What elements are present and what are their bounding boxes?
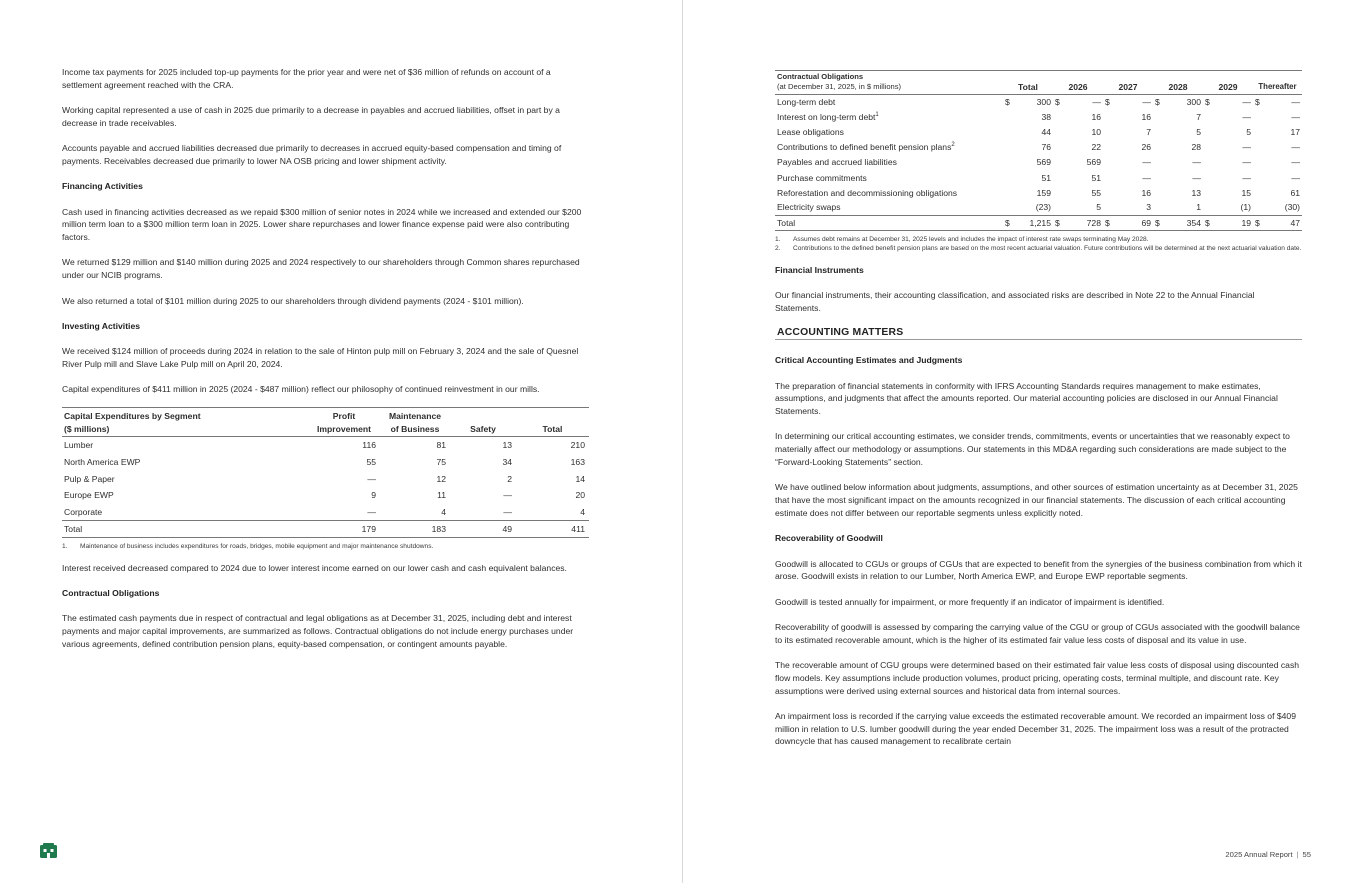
currency-symbol <box>1003 125 1015 140</box>
contract-row-label <box>775 200 1003 215</box>
contract-row-label <box>775 185 1003 200</box>
currency-symbol <box>1103 200 1115 215</box>
contract-row-label <box>775 110 1003 125</box>
capex-row-label: North America EWP <box>64 456 141 467</box>
contract-header-row <box>775 71 1302 95</box>
currency-symbol <box>1003 185 1015 200</box>
contract-cell: 159 <box>1036 187 1051 198</box>
capex-total-cell: 179 <box>308 521 380 538</box>
currency-symbol: $ <box>1203 215 1215 230</box>
capex-total-row <box>62 521 589 538</box>
contract-total-cell: 19 <box>1215 215 1253 230</box>
currency-symbol <box>1153 200 1165 215</box>
capex-row-label: Lumber <box>64 440 94 451</box>
contract-col-total: Total <box>1003 71 1053 95</box>
currency-symbol <box>1003 110 1015 125</box>
contract-cell: 51 <box>1041 172 1051 183</box>
contract-cell: — <box>1142 172 1151 183</box>
contract-footnote-1 <box>775 235 1302 244</box>
contract-total-cell: 69 <box>1115 215 1153 230</box>
table-row <box>62 453 589 470</box>
contract-cell: 5 <box>1096 202 1101 213</box>
capex-cell: 55 <box>366 456 376 467</box>
capex-footnote-text: Maintenance of business includes expenditures for roads, bridges, mobile equipment and major maintenance shutdowns. <box>80 542 434 550</box>
capex-total-cell: 411 <box>516 521 589 538</box>
contract-cell: 5 <box>1196 127 1201 138</box>
currency-symbol: $ <box>1255 97 1260 108</box>
currency-symbol <box>1053 200 1065 215</box>
contract-total-cell: 728 <box>1065 215 1103 230</box>
currency-symbol <box>1153 155 1165 170</box>
capex-cell: — <box>503 490 512 501</box>
currency-symbol <box>1053 110 1065 125</box>
contract-col-2027: 2027 <box>1103 71 1153 95</box>
contract-cell: 28 <box>1191 142 1201 153</box>
contract-cell: 300 <box>1186 97 1201 108</box>
capex-cell: 116 <box>362 440 376 451</box>
heading-financial-instruments: Financial Instruments <box>775 264 864 275</box>
contract-cell: 7 <box>1196 112 1201 123</box>
contract-cell: 76 <box>1041 142 1051 153</box>
capex-cell: 34 <box>502 456 512 467</box>
contract-total-cell: 47 <box>1265 215 1302 230</box>
paragraph-critical-1: The preparation of financial statements in conformity with IFRS Accounting Standards requires management to make estimates, assumptions, and judgments that affect the amounts reported. Our material accounting policies are disclosed in our Annual Financial Statements. <box>775 380 1278 417</box>
currency-symbol <box>1203 170 1215 185</box>
capex-cell: 11 <box>437 490 446 501</box>
currency-symbol <box>1103 170 1115 185</box>
contract-cell: 1 <box>1196 202 1201 213</box>
contract-cell: 17 <box>1290 127 1300 138</box>
capex-total-cell: 183 <box>380 521 450 538</box>
contract-body <box>775 95 1302 231</box>
capex-row-label: Europe EWP <box>64 490 114 501</box>
capex-col-profit <box>308 408 380 437</box>
paragraph-financial-instruments: Our financial instruments, their accounting classification, and associated risks are described in Note 22 to the Annual Financial Statements. <box>775 290 1255 313</box>
currency-symbol <box>1103 110 1115 125</box>
capex-cell: 163 <box>570 456 585 467</box>
currency-symbol <box>1053 170 1065 185</box>
contract-cell: — <box>1242 172 1251 183</box>
capex-col-profit-l1: Profit <box>332 411 356 422</box>
capex-row-label: Corporate <box>64 506 103 517</box>
currency-symbol <box>1253 140 1265 155</box>
currency-symbol <box>1203 185 1215 200</box>
capex-header-label <box>62 408 308 437</box>
currency-symbol <box>1253 170 1265 185</box>
capex-cell: 14 <box>575 473 585 484</box>
contract-cell: 569 <box>1036 157 1051 168</box>
capex-units: ($ millions) <box>64 423 110 434</box>
capex-col-maintenance <box>380 408 450 437</box>
contract-cell: 22 <box>1091 142 1101 153</box>
currency-symbol <box>1203 125 1215 140</box>
currency-symbol <box>1203 110 1215 125</box>
contract-row-label <box>775 95 1003 110</box>
capex-table <box>62 407 589 538</box>
currency-symbol <box>1103 155 1115 170</box>
footnote-text: Contributions to the defined benefit pension plans are based on the most recent actuarial valuation. Future contributions will be determined at the next actuarial valuation date. <box>793 244 1302 252</box>
contract-title: Contractual Obligations <box>777 72 864 81</box>
contract-cell: — <box>1242 112 1251 123</box>
contract-cell: 569 <box>1086 157 1101 168</box>
currency-symbol <box>1153 185 1165 200</box>
contract-cell: 38 <box>1041 112 1051 123</box>
footnote-text: Assumes debt remains at December 31, 2025 levels and includes the impact of interest rate swaps terminating May 2028. <box>793 235 1149 243</box>
heading-investing-activities: Investing Activities <box>62 320 141 331</box>
capex-total-cell: 49 <box>450 521 516 538</box>
currency-symbol <box>1203 155 1215 170</box>
contract-row-label <box>775 140 1003 155</box>
paragraph-interest: Interest received decreased compared to 2024 due to lower interest income earned on our lower cash and cash equivalent balances. <box>62 562 567 573</box>
currency-symbol <box>1253 110 1265 125</box>
currency-symbol: $ <box>1153 215 1165 230</box>
heading-contractual-obligations: Contractual Obligations <box>62 588 160 599</box>
contract-col-2026: 2026 <box>1053 71 1103 95</box>
contract-cell: 26 <box>1141 142 1151 153</box>
capex-cell: 81 <box>436 440 446 451</box>
contract-cell: — <box>1291 172 1300 183</box>
contract-cell: — <box>1242 157 1251 168</box>
currency-symbol <box>1153 110 1165 125</box>
capex-cell: 210 <box>570 440 585 451</box>
company-logo-icon <box>40 843 57 858</box>
contract-row-label-text: Payables and accrued liabilities <box>777 157 897 168</box>
capex-cell: 75 <box>436 456 446 467</box>
contract-cell: — <box>1291 142 1300 153</box>
contract-cell: 16 <box>1141 112 1151 123</box>
contract-cell: (1) <box>1240 202 1251 213</box>
currency-symbol <box>1053 155 1065 170</box>
table-row <box>62 487 589 504</box>
currency-symbol <box>1153 125 1165 140</box>
footnote-number: 1. <box>775 235 781 243</box>
footnote-ref: 2 <box>951 142 955 149</box>
capex-cell: 2 <box>507 473 512 484</box>
currency-symbol <box>1053 140 1065 155</box>
capex-footnote-number: 1. <box>62 542 68 550</box>
contractual-obligations-table <box>775 70 1302 231</box>
contract-row-label <box>775 170 1003 185</box>
table-row <box>62 504 589 521</box>
contract-total-label <box>775 215 1003 230</box>
paragraph-financing-2: We returned $129 million and $140 million during 2025 and 2024 respectively to our shareholders through Common shares repurchased under our NCIB programs. <box>62 257 580 281</box>
paragraph-goodwill-4: The recoverable amount of CGU groups were determined based on their estimated fair value less costs of disposal using discounted cash flow models. Key assumptions include production volumes, product pricing, operating costs, terminal multiple, and discount rate. Key assumptions were derived using external sources and historical data from internal sources. <box>775 659 1300 696</box>
table-row <box>775 95 1302 110</box>
contract-header-label <box>775 71 1003 95</box>
table-row <box>775 170 1302 185</box>
capex-cell: 13 <box>502 440 512 451</box>
left-column <box>62 66 589 663</box>
currency-symbol <box>1253 155 1265 170</box>
right-column <box>775 70 1302 761</box>
currency-symbol: $ <box>1105 97 1110 108</box>
contract-cell: 7 <box>1146 127 1151 138</box>
contract-subtitle: (at December 31, 2025, in $ millions) <box>777 82 902 91</box>
contract-cell: 3 <box>1146 202 1151 213</box>
currency-symbol: $ <box>1205 97 1210 108</box>
contract-cell: 16 <box>1141 187 1151 198</box>
currency-symbol: $ <box>1103 215 1115 230</box>
currency-symbol <box>1053 125 1065 140</box>
capex-col-profit-l2: Improvement <box>317 423 371 434</box>
contract-cell: 55 <box>1091 187 1101 198</box>
right-page <box>683 0 1365 883</box>
currency-symbol: $ <box>1253 215 1265 230</box>
currency-symbol <box>1153 170 1165 185</box>
contract-row-label <box>775 125 1003 140</box>
contract-total-cell: 1,215 <box>1015 215 1053 230</box>
capex-row-label: Pulp & Paper <box>64 473 115 484</box>
left-page <box>0 0 682 883</box>
currency-symbol <box>1053 185 1065 200</box>
capex-cell: 20 <box>575 490 585 501</box>
capex-col-total: Total <box>516 408 589 437</box>
paragraph-goodwill-5: An impairment loss is recorded if the carrying value exceeds the estimated recoverable amount. We recorded an impairment loss of $409 million in relation to U.S. lumber goodwill during the year ended December 31, 2025. The impairment loss was a result of the protracted downcycle that has caused management to recalibrate certain <box>775 710 1296 747</box>
table-row <box>775 110 1302 125</box>
currency-symbol <box>1253 125 1265 140</box>
capex-header-row <box>62 408 589 437</box>
currency-symbol <box>1103 125 1115 140</box>
contract-row-label-text: Lease obligations <box>777 127 844 138</box>
contract-cell: — <box>1142 157 1151 168</box>
paragraph-working-capital: Working capital represented a use of cash in 2025 due primarily to a decrease in payables and accrued liabilities, offset in part by a decrease in trade receivables. <box>62 105 560 128</box>
table-row <box>775 140 1302 155</box>
capex-cell: 9 <box>371 490 376 501</box>
contract-col-2029: 2029 <box>1203 71 1253 95</box>
contract-cell: 13 <box>1191 187 1201 198</box>
currency-symbol <box>1003 155 1015 170</box>
contract-cell: — <box>1291 112 1300 123</box>
paragraph-investing-1: We received $124 million of proceeds during 2024 in relation to the sale of Hinton pulp mill on February 3, 2024 and the sale of Quesnel River Pulp mill and Slave Lake Pulp mill on April 20, 2024. <box>62 346 579 369</box>
contract-cell: — <box>1192 172 1201 183</box>
contract-cell: 61 <box>1290 187 1300 198</box>
capex-total-label: Total <box>62 521 308 538</box>
contract-cell: 51 <box>1091 172 1101 183</box>
currency-symbol: $ <box>1053 215 1065 230</box>
contract-footnotes <box>775 235 1302 253</box>
currency-symbol <box>1003 170 1015 185</box>
footnote-number: 2. <box>775 244 781 252</box>
currency-symbol: $ <box>1005 97 1010 108</box>
currency-symbol <box>1203 140 1215 155</box>
contract-cell: — <box>1192 157 1201 168</box>
contract-row-label-text: Reforestation and decommissioning obligations <box>777 187 958 198</box>
capex-title: Capital Expenditures by Segment <box>64 411 201 422</box>
footnote-ref: 1 <box>875 112 879 119</box>
capex-footnote <box>62 542 589 551</box>
contract-cell: — <box>1242 97 1251 108</box>
capex-col-safety: Safety <box>450 408 516 437</box>
contract-cell: (23) <box>1035 202 1051 213</box>
paragraph-critical-2: In determining our critical accounting estimates, we consider trends, commitments, events or uncertainties that we reasonably expect to materially affect our methodology or assumptions. Our statements in this MD&A regarding such considerations are made subject to the “Forward-Looking Statements” section. <box>775 431 1290 468</box>
currency-symbol <box>1253 200 1265 215</box>
contract-col-2028: 2028 <box>1153 71 1203 95</box>
capex-cell: — <box>367 506 376 517</box>
heading-critical-estimates: Critical Accounting Estimates and Judgments <box>775 355 963 366</box>
contract-row-label-text: Interest on long-term debt <box>777 112 876 123</box>
paragraph-investing-2: Capital expenditures of $411 million in 2025 (2024 - $487 million) reflect our philosophy of continued reinvestment in our mills. <box>62 384 540 395</box>
heading-recoverability-goodwill: Recoverability of Goodwill <box>775 533 883 544</box>
currency-symbol <box>1003 140 1015 155</box>
page-number: 55 <box>1302 850 1311 859</box>
currency-symbol: $ <box>1055 97 1060 108</box>
capex-cell: 4 <box>441 506 446 517</box>
contract-footnote-2 <box>775 244 1302 253</box>
footer-divider: | <box>1296 850 1299 859</box>
paragraph-critical-3: We have outlined below information about judgments, assumptions, and other sources of estimation uncertainty as at December 31, 2025 that have the most significant impact on the amounts recognized in our financial statements. The discussion of each critical accounting estimate does not differ between our reportable segments unless explicitly noted. <box>775 482 1298 518</box>
currency-symbol <box>1003 200 1015 215</box>
heading-financing-activities: Financing Activities <box>62 181 143 192</box>
paragraph-goodwill-3: Recoverability of goodwill is assessed by comparing the carrying value of the CGU or group of CGUs associated with the goodwill balance to its estimated recoverable amount, which is the higher of its estimated fair value less costs of disposal and its value in use. <box>775 621 1300 645</box>
contract-cell: 300 <box>1036 97 1051 108</box>
contract-col-thereafter: Thereafter <box>1253 71 1302 95</box>
paragraph-goodwill-2: Goodwill is tested annually for impairment, or more frequently if an indicator of impairment is identified. <box>775 596 1165 607</box>
paragraph-contractual: The estimated cash payments due in respect of contractual and legal obligations as at December 31, 2025, including debt and interest payments and major capital improvements, are summarized as follows. Contractual obligations do not include energy purchases under various agreements, defined contribution pension plans, equity-based compensation, or contingent amounts payable. <box>62 613 574 650</box>
paragraph-goodwill-1: Goodwill is allocated to CGUs or groups of CGUs that are expected to benefit from the synergies of the business combination from which it arose. Goodwill exists in relation to our Lumber, North America EWP, and Europe EWP reportable segments. <box>775 558 1302 582</box>
currency-symbol <box>1253 185 1265 200</box>
paragraph-income-tax: Income tax payments for 2025 included top-up payments for the prior year and were net of $36 million of refunds on account of a settlement agreement reached with the CRA. <box>62 67 551 90</box>
contract-row-label-text: Contributions to defined benefit pension plans <box>777 142 952 153</box>
footer-report-title: 2025 Annual Report <box>1225 850 1293 859</box>
capex-cell: 12 <box>436 473 446 484</box>
page-footer <box>1225 850 1311 859</box>
currency-symbol: $ <box>1155 97 1160 108</box>
currency-symbol: $ <box>1003 215 1015 230</box>
contract-cell: — <box>1092 97 1101 108</box>
contract-row-label-text: Purchase commitments <box>777 172 867 183</box>
contract-cell: (30) <box>1284 202 1300 213</box>
contract-row-label-text: Long-term debt <box>777 97 836 108</box>
currency-symbol <box>1103 185 1115 200</box>
contract-total-cell: 354 <box>1165 215 1203 230</box>
section-accounting-matters: ACCOUNTING MATTERS <box>775 327 1302 340</box>
table-row <box>62 437 589 454</box>
contract-row-label <box>775 155 1003 170</box>
contract-cell: 16 <box>1091 112 1101 123</box>
contract-cell: — <box>1242 142 1251 153</box>
contract-row-label-text: Electricity swaps <box>777 202 841 213</box>
contract-cell: 5 <box>1246 127 1251 138</box>
paragraph-accounts-payable: Accounts payable and accrued liabilities decreased due primarily to decreases in accrued equity-based compensation and timing of payments. Receivables decreased due primarily to lower NA OSB pricing and lower shipment activity. <box>62 143 562 166</box>
contract-total-row <box>775 215 1302 230</box>
table-row <box>775 155 1302 170</box>
contract-cell: — <box>1142 97 1151 108</box>
currency-symbol <box>1103 140 1115 155</box>
contract-cell: — <box>1291 97 1300 108</box>
paragraph-financing-3: We also returned a total of $101 million during 2025 to our shareholders through dividend payments (2024 - $101 million). <box>62 295 524 306</box>
capex-col-maint-l1: Maintenance <box>388 411 442 422</box>
contract-row-label-text: Total <box>777 217 796 228</box>
currency-symbol <box>1203 200 1215 215</box>
table-row <box>775 125 1302 140</box>
capex-cell: — <box>367 473 376 484</box>
currency-symbol <box>1153 140 1165 155</box>
contract-cell: 15 <box>1241 187 1251 198</box>
contract-cell: 44 <box>1041 127 1051 138</box>
capex-cell: — <box>503 506 512 517</box>
capex-col-maint-l2: of Business <box>390 423 440 434</box>
table-row <box>775 185 1302 200</box>
paragraph-financing-1: Cash used in financing activities decreased as we repaid $300 million of senior notes in 2024 while we increased and extended our $200 million term loan to a $300 million term loan in 2025. Lower share repurchases and lower finance expense paid were also contributing factors. <box>62 206 582 243</box>
table-row <box>62 470 589 487</box>
table-row <box>775 200 1302 215</box>
contract-cell: 10 <box>1091 127 1101 138</box>
capex-cell: 4 <box>580 506 585 517</box>
contract-cell: — <box>1291 157 1300 168</box>
